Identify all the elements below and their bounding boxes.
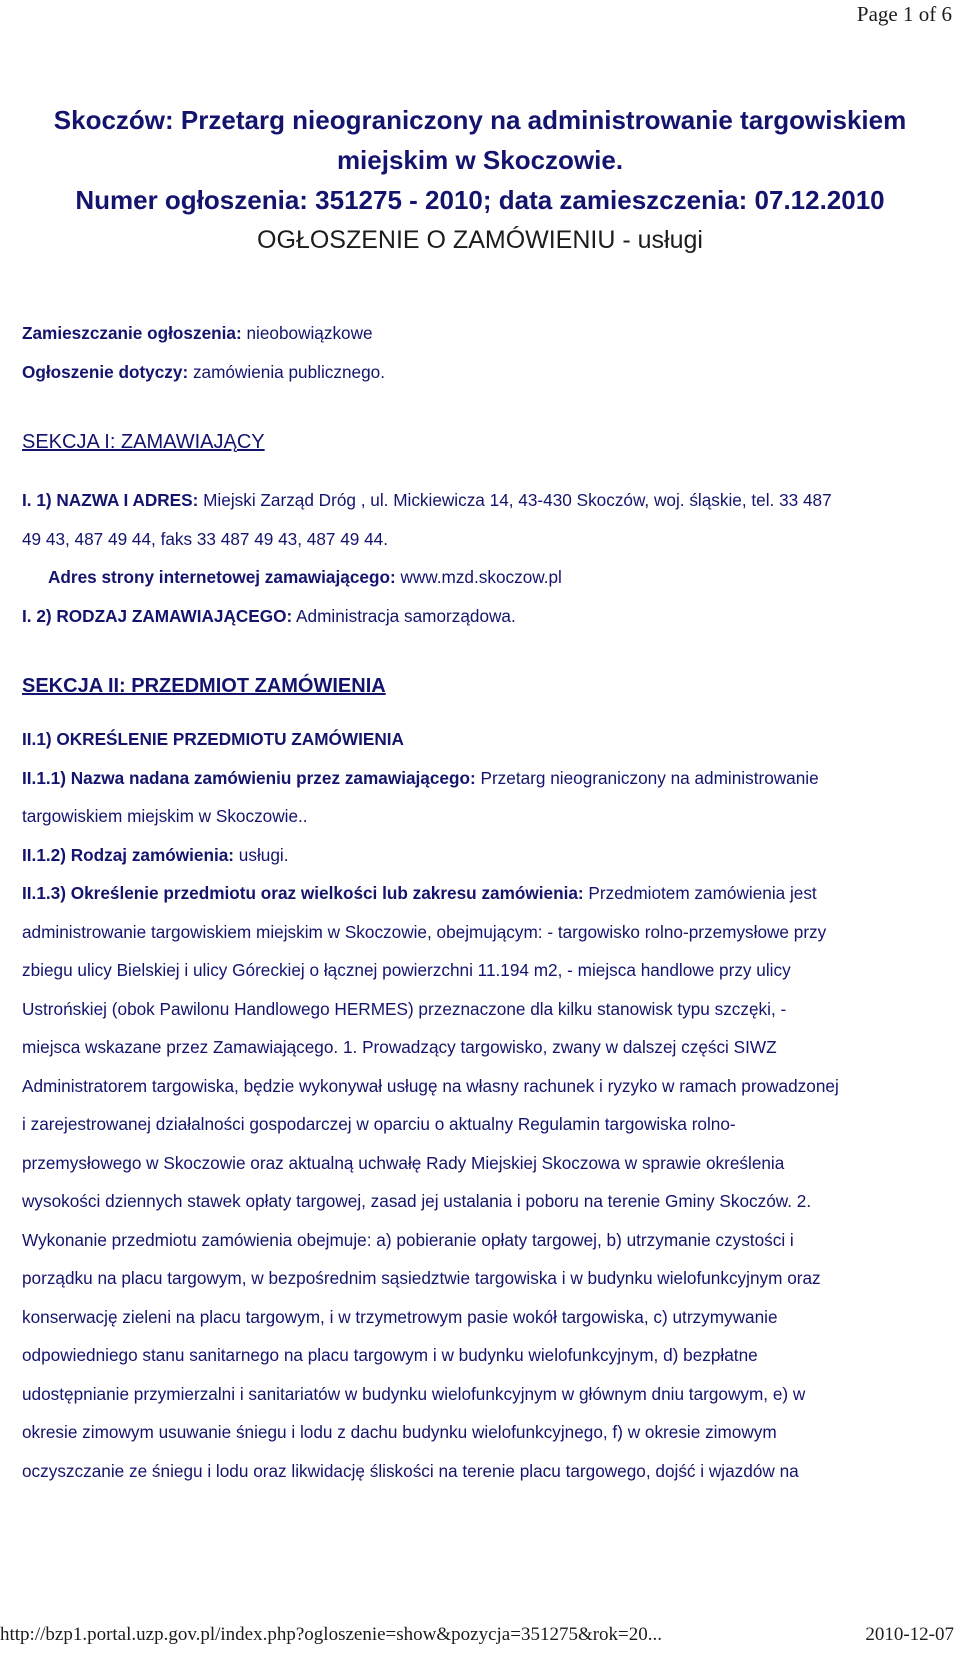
scope-line: Wykonanie przedmiotu zamówienia obejmuje: a) pobieranie opłaty targowej, b) utrzymanie czystości i — [22, 1229, 794, 1250]
ordering-party-type-row — [22, 597, 940, 636]
ordering-party-type-label: I. 2) RODZAJ ZAMAWIAJĄCEGO: — [22, 605, 293, 626]
name-address-value-cont: 49 43, 487 49 44, faks 33 487 49 43, 487 49 44. — [22, 528, 389, 549]
scope-line: Ustrońskiej (obok Pawilonu Handlowego HERMES) przeznaczone dla kilku stanowisk typu szczęki, - — [22, 998, 787, 1019]
section-2-heading: SEKCJA II: PRZEDMIOT ZAMÓWIENIA — [22, 675, 386, 697]
website-link[interactable]: www.mzd.skoczow.pl — [395, 567, 562, 587]
footer-date: 2010-12-07 — [865, 1624, 954, 1645]
scope-line: okresie zimowym usuwanie śniegu i lodu z dachu budynku wielofunkcyjnego, f) w okresie zimowym — [22, 1422, 777, 1442]
name-address-label: I. 1) NAZWA I ADRES: — [22, 490, 199, 510]
scope-line: porządku na placu targowym, w bezpośrednim sąsiedztwie targowiska i w budynku wielofunkcyjnym oraz — [22, 1268, 821, 1288]
scope-line: administrowanie targowiskiem miejskim w Skoczowie, obejmującym: - targowisko rolno-przemysłowe przy — [22, 921, 827, 942]
scope-line: odpowiedniego stanu sanitarnego na placu targowym i w budynku wielofunkcyjnym, d) bezpłatne — [22, 1345, 758, 1365]
title-line-1: Skoczów: Przetarg nieograniczony na administrowanie targowiskiem — [53, 105, 907, 135]
order-kind-value: usługi. — [234, 844, 289, 865]
section-1-heading: SEKCJA I: ZAMAWIAJĄCY — [22, 431, 265, 453]
order-scope-row — [22, 874, 940, 913]
document-body — [22, 314, 940, 1490]
order-name-value-cont: targowiskiem miejskim w Skoczowie.. — [22, 806, 308, 826]
title-line-2: miejskim w Skoczowie. — [336, 145, 624, 175]
title-line-3: Numer ogłoszenia: 351275 - 2010; data zamieszczenia: 07.12.2010 — [75, 185, 885, 215]
order-scope-text — [22, 913, 940, 1491]
name-address-value: Miejski Zarząd Dróg , ul. Mickiewicza 14, 43-430 Skoczów, woj. śląskie, tel. 33 487 — [198, 490, 832, 510]
scope-line: zbiegu ulicy Bielskiej i ulicy Góreckiej o łącznej powierzchni 11.194 m2, - miejsca handlowe przy ulicy — [22, 960, 791, 980]
publish-value: nieobowiązkowe — [241, 323, 373, 343]
publish-row — [22, 314, 940, 353]
website-row — [22, 558, 940, 597]
order-kind-label: II.1.2) Rodzaj zamówienia: — [22, 844, 235, 865]
concerns-row — [22, 353, 940, 392]
scope-line: i zarejestrowanej działalności gospodarczej w oparciu o aktualny Regulamin targowiska rolno- — [22, 1114, 736, 1134]
scope-line: przemysłowego w Skoczowie oraz aktualną uchwałę Rady Miejskiej Skoczowa w sprawie określenia — [22, 1152, 785, 1173]
scope-line: Administratorem targowiska, będzie wykonywał usługę na własny rachunek i ryzyko w ramach prowadzonej — [22, 1075, 839, 1096]
scope-line: oczyszczanie ze śniegu i lodu oraz likwidację śliskości na terenie placu targowego, dojść i wjazdów na — [22, 1460, 799, 1481]
order-kind-row — [22, 836, 940, 875]
scope-line: wysokości dziennych stawek opłaty targowej, zasad jej ustalania i poboru na terenie Gminy Skoczów. 2. — [22, 1191, 812, 1211]
scope-line: miejsca wskazane przez Zamawiającego. 1. Prowadzący targowisko, zwany w dalszej części SIWZ — [22, 1037, 777, 1057]
name-address-row — [22, 481, 940, 520]
subject-definition-heading: II.1) OKREŚLENIE PRZEDMIOTU ZAMÓWIENIA — [22, 729, 404, 749]
page-number: Page 1 of 6 — [856, 2, 952, 26]
order-name-label: II.1.1) Nazwa nadana zamówieniu przez zamawiającego: — [22, 767, 476, 788]
website-label: Adres strony internetowej zamawiającego: — [48, 567, 396, 587]
concerns-value: zamówienia publicznego. — [188, 361, 386, 382]
concerns-label: Ogłoszenie dotyczy: — [22, 361, 189, 382]
scope-line: udostępnianie przymierzalni i sanitariatów w budynku wielofunkcyjnym w głównym dniu targowym, e) w — [22, 1383, 806, 1404]
footer-url[interactable]: http://bzp1.portal.uzp.gov.pl/index.php?ogloszenie=show&pozycja=351275&rok=20... — [0, 1624, 663, 1645]
order-name-value: Przetarg nieograniczony na administrowanie — [475, 767, 819, 788]
order-scope-label: II.1.3) Określenie przedmiotu oraz wielkości lub zakresu zamówienia: — [22, 883, 584, 903]
publish-label: Zamieszczanie ogłoszenia: — [22, 323, 242, 343]
title-line-4: OGŁOSZENIE O ZAMÓWIENIU - usługi — [257, 226, 703, 254]
document-title — [0, 100, 960, 260]
order-scope-value: Przedmiotem zamówienia jest — [583, 883, 817, 903]
scope-line: konserwację zieleni na placu targowym, i w trzymetrowym pasie wokół targowiska, c) utrzymywanie — [22, 1306, 778, 1327]
order-name-row — [22, 759, 940, 798]
ordering-party-type-value: Administracja samorządowa. — [292, 605, 516, 626]
